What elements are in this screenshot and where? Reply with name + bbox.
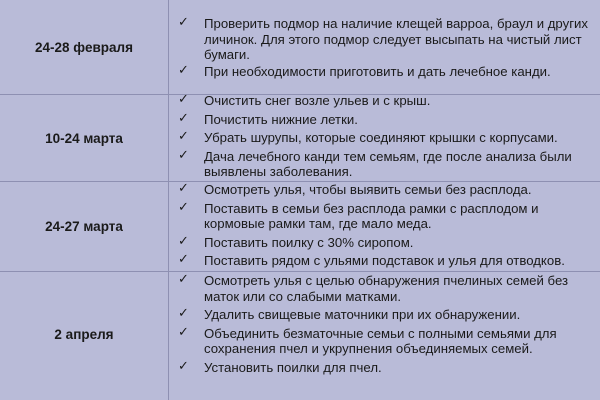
- task-item: [178, 273, 594, 304]
- column-divider: [168, 95, 169, 181]
- task-list: [178, 16, 594, 79]
- task-text: При необходимости приготовить и дать лечебное канди.: [204, 63, 551, 79]
- check-icon: ✓: [178, 110, 189, 126]
- task-item: [178, 307, 594, 323]
- check-icon: ✓: [178, 181, 189, 196]
- date-cell: 24-27 марта: [45, 219, 123, 234]
- task-text: Поставить рядом с ульями подставок и улья для отводков.: [204, 253, 565, 268]
- check-icon: ✓: [178, 129, 189, 144]
- task-text: Очистить снег возле ульев и с крыш.: [204, 93, 431, 108]
- task-item: [178, 130, 594, 146]
- check-icon: ✓: [178, 62, 189, 78]
- schedule-row-feb: [0, 0, 600, 95]
- task-list: [178, 93, 594, 180]
- task-item: [178, 201, 594, 232]
- task-list: [178, 273, 594, 375]
- task-text: Дача лечебного канди тем семьям, где после анализа были выявлены заболевания.: [204, 148, 572, 179]
- column-divider: [168, 272, 169, 400]
- task-item: [178, 182, 594, 198]
- task-text: Почистить нижние летки.: [204, 111, 358, 127]
- task-item: [178, 253, 594, 269]
- date-cell: 24-28 февраля: [35, 39, 133, 55]
- check-icon: ✓: [178, 358, 189, 374]
- task-item: [178, 93, 594, 109]
- task-item: [178, 16, 594, 63]
- task-text: Поставить в семьи без расплода рамки с расплодом и кормовые рамки там, где мало меда.: [204, 200, 539, 231]
- schedule-row-mar-24: [0, 182, 600, 272]
- task-text: Убрать шурупы, которые соединяют крышки с корпусами.: [204, 130, 558, 145]
- task-item: [178, 235, 594, 251]
- task-text: Объединить безматочные семьи с полными семьями для сохранения пчел и укрупнения объединяемых семей.: [204, 325, 557, 356]
- task-text: Осмотреть улья с целью обнаружения пчелиных семей без маток или со слабыми матками.: [204, 273, 569, 304]
- task-text: Осмотреть улья, чтобы выявить семьи без расплода.: [204, 182, 532, 197]
- check-icon: ✓: [178, 15, 189, 30]
- check-icon: ✓: [178, 252, 189, 267]
- task-item: [178, 326, 594, 357]
- check-icon: ✓: [178, 199, 189, 215]
- check-icon: ✓: [178, 233, 189, 249]
- check-icon: ✓: [178, 147, 189, 163]
- column-divider: [168, 0, 169, 94]
- task-item: [178, 149, 594, 180]
- schedule-row-mar-10: [0, 92, 600, 182]
- check-icon: ✓: [178, 306, 189, 321]
- column-divider: [168, 182, 169, 271]
- task-list: [178, 182, 594, 269]
- task-item: [178, 112, 594, 128]
- task-text: Проверить подмор на наличие клещей варроа, браул и других личинок. Для этого подмор следует высыпать на чистый лист бумаги.: [204, 16, 588, 62]
- schedule-row-apr-2: [0, 272, 600, 400]
- check-icon: ✓: [178, 272, 189, 287]
- task-text: Установить поилки для пчел.: [204, 359, 382, 375]
- check-icon: ✓: [178, 324, 189, 340]
- task-item: [178, 360, 594, 376]
- task-text: Удалить свищевые маточники при их обнаружении.: [204, 307, 521, 322]
- date-cell: 2 апреля: [54, 327, 114, 342]
- check-icon: ✓: [178, 92, 189, 107]
- date-cell: 10-24 марта: [45, 130, 123, 146]
- task-item: [178, 64, 594, 80]
- task-text: Поставить поилку с 30% сиропом.: [204, 234, 414, 250]
